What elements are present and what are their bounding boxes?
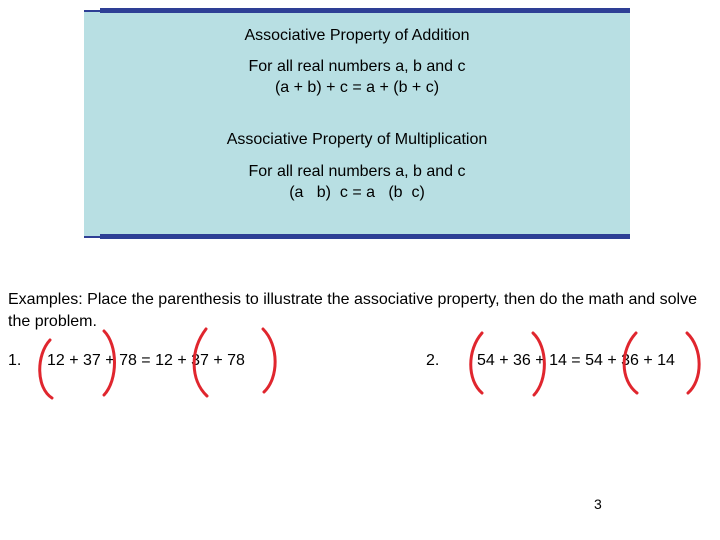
problem1-left-open-paren (40, 340, 52, 398)
addition-title: Associative Property of Addition (244, 27, 470, 44)
problem1-left-close-paren (104, 331, 115, 395)
page-number: 3 (594, 496, 602, 512)
problem2-expression: 54 + 36 + 14 = 54 + 36 + 14 (477, 352, 675, 369)
problem2-right-open-paren (624, 333, 637, 393)
multiplication-title: Associative Property of Multiplication (226, 131, 488, 148)
problem2-left-open-paren (471, 333, 482, 393)
addition-formula: (a + b) + c = a + (b + c) (274, 79, 440, 96)
problem1-expression: 12 + 37 + 78 = 12 + 37 + 78 (47, 352, 245, 369)
problem1-right-open-paren (194, 329, 207, 396)
problem2-left-close-paren (533, 333, 544, 395)
multiplication-line1: For all real numbers a, b and c (248, 163, 466, 180)
addition-line1: For all real numbers a, b and c (248, 58, 466, 75)
problem2-number: 2. (426, 352, 440, 369)
problem1-right-close-paren (263, 329, 275, 392)
examples-instructions: Examples: Place the parenthesis to illustrate the associative property, then do the math and solve the problem. (8, 291, 697, 330)
problem2-right-close-paren (687, 333, 699, 393)
multiplication-formula: (a b) c = a (b c) (289, 184, 425, 201)
problem1-number: 1. (8, 352, 22, 369)
